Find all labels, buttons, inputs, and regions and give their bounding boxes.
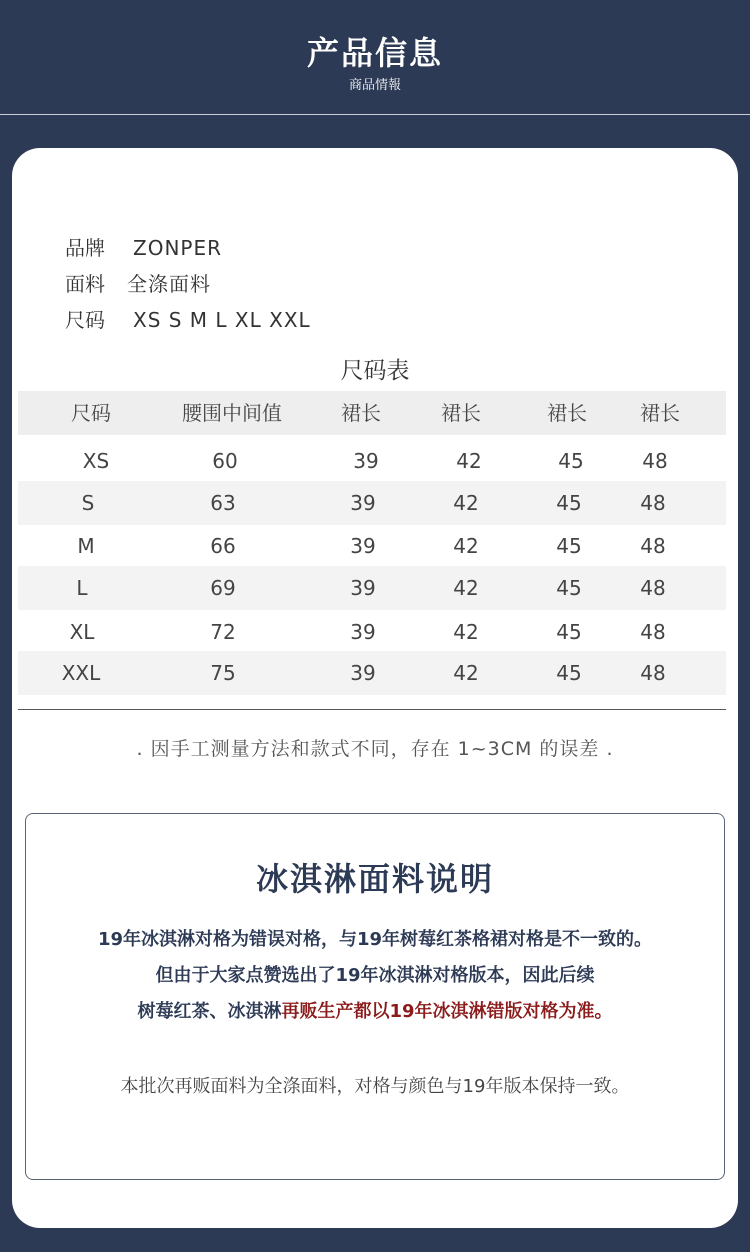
table-cell: 39 <box>353 449 379 473</box>
fabric-box-footer: 本批次再贩面料为全涤面料，对格与颜色与19年版本保持一致。 <box>120 1076 630 1097</box>
table-cell: XL <box>69 620 95 644</box>
table-cell: 45 <box>556 534 582 558</box>
page-header <box>0 0 750 115</box>
table-row <box>18 610 726 654</box>
fabric-box-line-normal: 树莓红茶、冰淇淋 <box>137 1001 282 1022</box>
table-cell: 39 <box>350 620 376 644</box>
table-cell: 48 <box>640 620 666 644</box>
brand-value: ZONPER <box>133 236 222 260</box>
size-table-title: 尺码表 <box>340 358 410 384</box>
table-cell: 42 <box>456 449 482 473</box>
table-cell: 39 <box>350 576 376 600</box>
table-cell: XXL <box>61 661 101 685</box>
fabric-box-title: 冰淇淋面料说明 <box>255 860 494 898</box>
table-cell: XS <box>82 449 110 473</box>
size-value: XS S M L XL XXL <box>133 308 311 332</box>
header-divider <box>0 114 750 115</box>
table-cell: 72 <box>210 620 236 644</box>
fabric-value: 全涤面料 <box>127 272 211 296</box>
column-header: 裙长 <box>640 401 680 425</box>
column-header: 裙长 <box>441 401 481 425</box>
measurement-note: . 因手工测量方法和款式不同，存在 1~3CM 的误差 . <box>136 738 614 760</box>
table-cell: 39 <box>350 661 376 685</box>
table-cell: M <box>77 534 95 558</box>
column-header: 尺码 <box>71 401 111 425</box>
table-cell: 48 <box>640 534 666 558</box>
page-subtitle: 商品情報 <box>348 78 401 93</box>
column-header: 腰围中间值 <box>182 401 282 425</box>
size-row <box>65 304 311 333</box>
fabric-box-line: 19年冰淇淋对格为错误对格，与19年树莓红茶格裙对格是不一致的。 <box>97 929 653 950</box>
table-cell: 75 <box>210 661 236 685</box>
size-label: 尺码 <box>65 308 105 332</box>
column-header: 裙长 <box>547 401 587 425</box>
table-cell: 66 <box>210 534 236 558</box>
table-cell: 42 <box>453 661 479 685</box>
table-cell: 48 <box>640 576 666 600</box>
fabric-box-highlight: 再贩生产都以19年冰淇淋错版对格为准。 <box>281 1001 613 1022</box>
table-cell: 42 <box>453 576 479 600</box>
table-cell: 48 <box>640 491 666 515</box>
fabric-explanation-box <box>25 813 725 1180</box>
table-cell: S <box>81 491 95 515</box>
fabric-row <box>65 268 211 297</box>
table-row <box>18 439 726 483</box>
table-row <box>18 651 726 695</box>
table-cell: 45 <box>556 661 582 685</box>
table-cell: 39 <box>350 491 376 515</box>
fabric-box-line: 但由于大家点赞选出了19年冰淇淋对格版本，因此后续 <box>155 965 595 986</box>
brand-label: 品牌 <box>65 236 105 260</box>
product-info-card <box>12 148 738 1228</box>
column-header: 裙长 <box>341 401 381 425</box>
brand-row <box>65 232 222 261</box>
table-cell: 45 <box>556 620 582 644</box>
table-cell: 69 <box>210 576 236 600</box>
table-divider <box>18 709 726 710</box>
table-cell: L <box>76 576 88 600</box>
table-cell: 42 <box>453 491 479 515</box>
table-cell: 48 <box>640 661 666 685</box>
page-title: 产品信息 <box>306 34 443 72</box>
table-cell: 60 <box>212 449 238 473</box>
fabric-box-line <box>26 997 724 1023</box>
table-cell: 42 <box>453 534 479 558</box>
table-cell: 45 <box>556 576 582 600</box>
table-row <box>18 566 726 610</box>
table-cell: 45 <box>558 449 584 473</box>
table-row <box>18 524 726 568</box>
fabric-label: 面料 <box>65 272 105 296</box>
table-cell: 39 <box>350 534 376 558</box>
table-cell: 48 <box>642 449 668 473</box>
table-row <box>18 481 726 525</box>
size-table-header <box>18 391 726 435</box>
table-cell: 63 <box>210 491 236 515</box>
table-cell: 45 <box>556 491 582 515</box>
table-cell: 42 <box>453 620 479 644</box>
